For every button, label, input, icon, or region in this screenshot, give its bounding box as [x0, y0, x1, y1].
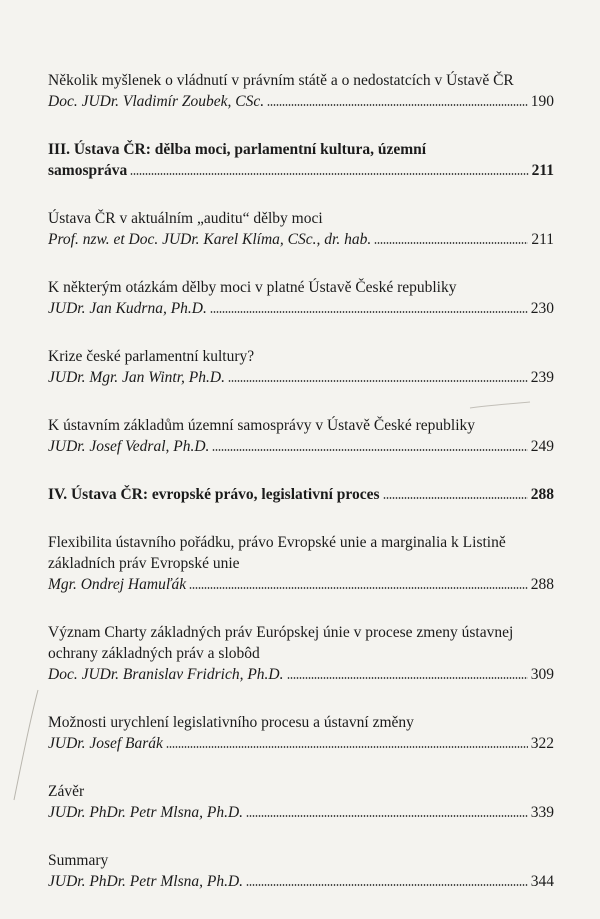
- dot-leader: [210, 310, 528, 314]
- dot-leader: [246, 883, 528, 887]
- toc-entry-fridrich: [48, 622, 554, 685]
- entry-title: Možnosti urychlení legislativního procesu a ústavní změny: [48, 714, 414, 731]
- page-number: 190: [530, 93, 554, 110]
- page-number: 322: [530, 735, 554, 752]
- page-number: 239: [530, 369, 554, 386]
- entry-author: Doc. JUDr. Branislav Fridrich, Ph.D.: [48, 666, 284, 683]
- page-number: 309: [530, 666, 554, 683]
- dot-leader: [246, 814, 528, 818]
- dot-leader: [383, 496, 528, 500]
- entry-line: [48, 436, 554, 457]
- entry-line: [48, 160, 554, 181]
- section-title: IV. Ústava ČR: evropské právo, legislativní proces: [48, 486, 380, 503]
- page-number: 211: [531, 231, 554, 248]
- entry-author: JUDr. PhDr. Petr Mlsna, Ph.D.: [48, 873, 244, 890]
- entry-line: [48, 802, 554, 823]
- entry-title: Summary: [48, 852, 109, 869]
- section-title-continued: samospráva: [48, 162, 128, 179]
- entry-title: Krize české parlamentní kultury?: [48, 348, 255, 365]
- page-number: 211: [531, 162, 554, 179]
- dot-leader: [228, 379, 528, 383]
- page-number: 288: [530, 486, 554, 503]
- entry-title: Flexibilita ústavního pořádku, právo Evropské unie a marginalia k Listině základních práv Evropské unie: [48, 534, 506, 572]
- section-title: III. Ústava ČR: dělba moci, parlamentní kultura, územní: [48, 141, 427, 158]
- page-number: 288: [530, 576, 554, 593]
- entry-line: [48, 91, 554, 112]
- dot-leader: [130, 172, 528, 176]
- page-number: 249: [530, 438, 554, 455]
- entry-line: [48, 664, 554, 685]
- toc-entry-zaver: [48, 781, 554, 823]
- entry-line: [48, 484, 554, 505]
- entry-line: [48, 574, 554, 595]
- toc-entry-vedral: [48, 415, 554, 457]
- toc-entry-summary: [48, 850, 554, 892]
- entry-author: JUDr. Josef Vedral, Ph.D.: [48, 438, 210, 455]
- entry-author: JUDr. Mgr. Jan Wintr, Ph.D.: [48, 369, 225, 386]
- toc-entry-barak: [48, 712, 554, 754]
- toc-entry-klima: [48, 208, 554, 250]
- entry-title: K ústavním základům územní samosprávy v Ústavě České republiky: [48, 417, 476, 434]
- dot-leader: [267, 103, 528, 107]
- toc-entry-kudrna: [48, 277, 554, 319]
- entry-author: Prof. nzw. et Doc. JUDr. Karel Klíma, CSc., dr. hab.: [48, 231, 372, 248]
- page-number: 230: [530, 300, 554, 317]
- entry-title: Význam Charty základných práv Európskej únie v procese zmeny ústavnej ochrany základných práv a slobôd: [48, 624, 514, 662]
- entry-author: JUDr. Josef Barák: [48, 735, 163, 752]
- entry-line: [48, 367, 554, 388]
- entry-line: [48, 733, 554, 754]
- dot-leader: [166, 745, 528, 749]
- dot-leader: [287, 676, 528, 680]
- toc-section-iii: [48, 139, 554, 181]
- page-number: 344: [530, 873, 554, 890]
- dot-leader: [212, 448, 527, 452]
- toc-section-iv: [48, 484, 554, 505]
- entry-author: Mgr. Ondrej Hamuľák: [48, 576, 187, 593]
- entry-author: JUDr. Jan Kudrna, Ph.D.: [48, 300, 207, 317]
- toc-entry-wintr: [48, 346, 554, 388]
- dot-leader: [374, 241, 528, 245]
- toc-entry-zoubek: [48, 70, 554, 112]
- entry-title: K některým otázkám dělby moci v platné Ústavě České republiky: [48, 279, 457, 296]
- entry-line: [48, 871, 554, 892]
- entry-line: [48, 229, 554, 250]
- entry-title: Několik myšlenek o vládnutí v právním státě a o nedostatcích v Ústavě ČR: [48, 72, 514, 89]
- entry-title: Závěr: [48, 783, 85, 800]
- table-of-contents: [48, 70, 554, 919]
- entry-author: JUDr. PhDr. Petr Mlsna, Ph.D.: [48, 804, 244, 821]
- page-number: 339: [530, 804, 554, 821]
- entry-title: Ústava ČR v aktuálním „auditu“ dělby moci: [48, 210, 323, 227]
- dot-leader: [189, 586, 528, 590]
- entry-line: [48, 298, 554, 319]
- entry-author: Doc. JUDr. Vladimír Zoubek, CSc.: [48, 93, 265, 110]
- toc-entry-hamulak: [48, 532, 554, 595]
